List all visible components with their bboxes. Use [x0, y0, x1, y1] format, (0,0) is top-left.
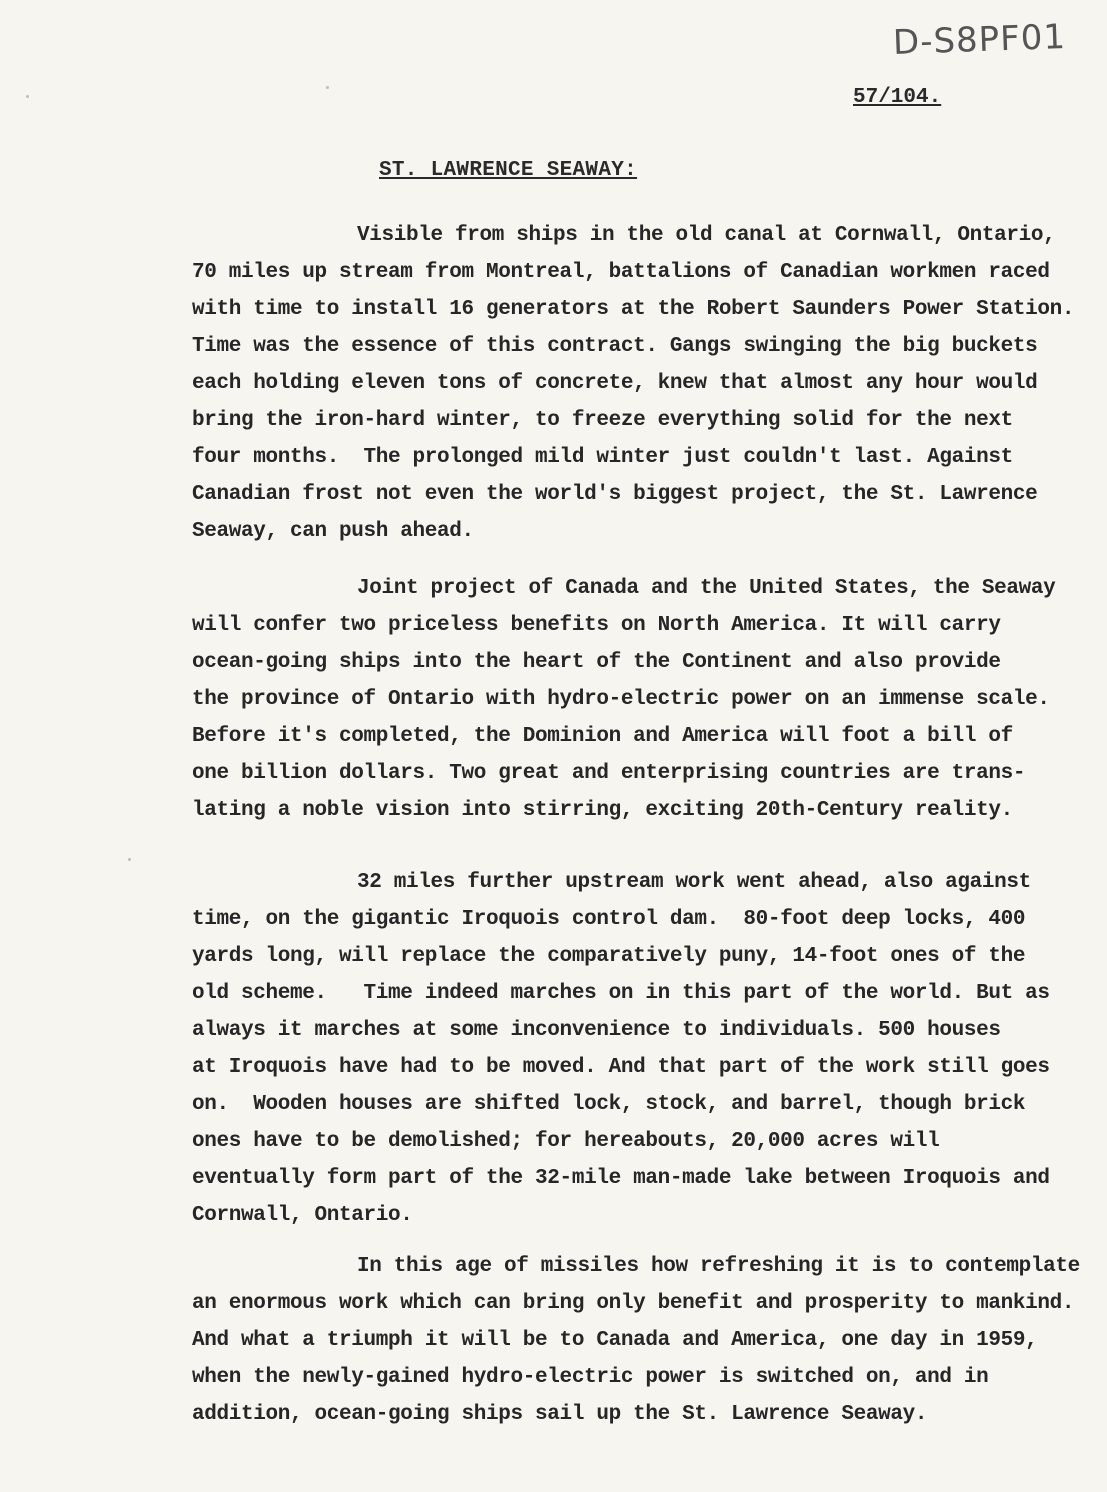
text-line: on. Wooden houses are shifted lock, stock, and barrel, though brick — [192, 1093, 1026, 1116]
reference-number: 57/104. — [853, 86, 942, 109]
text-line: each holding eleven tons of concrete, knew that almost any hour would — [192, 372, 1038, 395]
text-line: with time to install 16 generators at the Robert Saunders Power Station. — [192, 298, 1075, 321]
text-line: an enormous work which can bring only benefit and prosperity to mankind. — [192, 1292, 1075, 1315]
text-line: when the newly-gained hydro-electric power is switched on, and in — [192, 1366, 989, 1389]
paper-speck — [128, 858, 131, 861]
text-line: old scheme. Time indeed marches on in this part of the world. But as — [192, 982, 1050, 1005]
text-line: yards long, will replace the comparatively puny, 14-foot ones of the — [192, 945, 1026, 968]
text-line: Joint project of Canada and the United States, the Seaway — [357, 577, 1056, 600]
paper-speck — [326, 86, 329, 89]
paper-speck — [26, 95, 29, 98]
document-title: ST. LAWRENCE SEAWAY: — [379, 159, 638, 182]
text-line: eventually form part of the 32-mile man-made lake between Iroquois and — [192, 1167, 1050, 1190]
handwritten-reference: D-S8PF01 — [892, 16, 1067, 64]
text-line: Canadian frost not even the world's biggest project, the St. Lawrence — [192, 483, 1038, 506]
text-line: at Iroquois have had to be moved. And that part of the work still goes — [192, 1056, 1050, 1079]
text-line: Visible from ships in the old canal at Cornwall, Ontario, — [357, 224, 1056, 247]
text-line: Seaway, can push ahead. — [192, 520, 474, 543]
text-line: addition, ocean-going ships sail up the St. Lawrence Seaway. — [192, 1403, 928, 1426]
text-line: ocean-going ships into the heart of the Continent and also provide — [192, 651, 1001, 674]
text-line: time, on the gigantic Iroquois control dam. 80-foot deep locks, 400 — [192, 908, 1026, 931]
text-line: four months. The prolonged mild winter just couldn't last. Against — [192, 446, 1013, 469]
text-line: 32 miles further upstream work went ahead, also against — [357, 871, 1031, 894]
text-line: And what a triumph it will be to Canada and America, one day in 1959, — [192, 1329, 1038, 1352]
text-line: ones have to be demolished; for hereabouts, 20,000 acres will — [192, 1130, 940, 1153]
text-line: 70 miles up stream from Montreal, battalions of Canadian workmen raced — [192, 261, 1050, 284]
text-line: In this age of missiles how refreshing it is to contemplate — [357, 1255, 1080, 1278]
text-line: Before it's completed, the Dominion and America will foot a bill of — [192, 725, 1013, 748]
text-line: lating a noble vision into stirring, exciting 20th-Century reality. — [192, 799, 1013, 822]
text-line: Cornwall, Ontario. — [192, 1204, 413, 1227]
text-line: one billion dollars. Two great and enterprising countries are trans- — [192, 762, 1026, 785]
text-line: Time was the essence of this contract. Gangs swinging the big buckets — [192, 335, 1038, 358]
text-line: bring the iron-hard winter, to freeze everything solid for the next — [192, 409, 1013, 432]
text-line: will confer two priceless benefits on North America. It will carry — [192, 614, 1001, 637]
text-line: the province of Ontario with hydro-electric power on an immense scale. — [192, 688, 1050, 711]
text-line: always it marches at some inconvenience to individuals. 500 houses — [192, 1019, 1001, 1042]
